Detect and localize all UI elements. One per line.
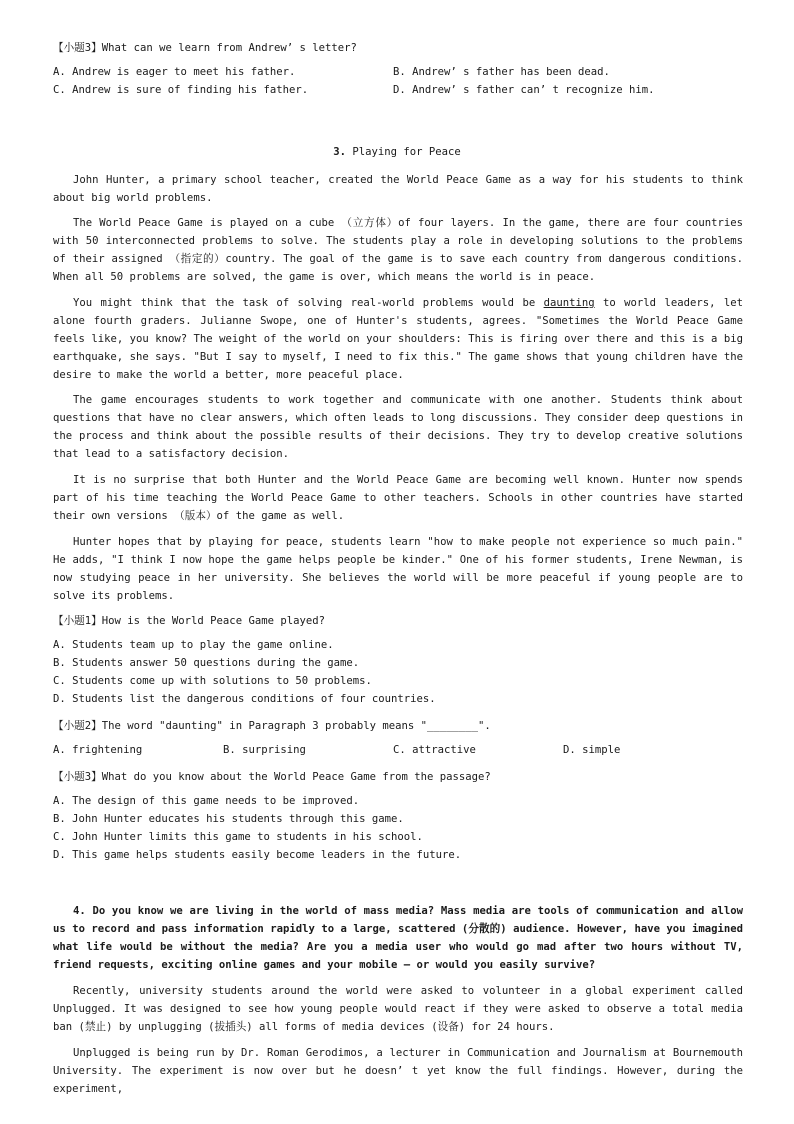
- passage3-paragraph-2: The World Peace Game is played on a cube （立方体）of four layers. In the game, there are four countries with 50 interconnected problems to solve. The students play a role in developing solutions to the problems of their assigned （指定的）country. The goal of the game is to save each country from dangerous conditions. When all 50 problems are solved, the game is over, which means the world is in peace.: [53, 217, 743, 283]
- passage3-paragraph-6: Hunter hopes that by playing for peace, students learn "how to make people not experience so much pain." He adds, "I think I now hope the game helps people be kinder." One of his former students, Irene Newman, is now studying peace in her university. She believes the world will be more peaceful if young people are to solve its problems.: [53, 536, 743, 602]
- q1-stem: 【小题1】How is the World Peace Game played?: [53, 615, 325, 627]
- passage4-intro: 4. Do you know we are living in the world of mass media? Mass media are tools of communication and allow us to record and pass information rapidly to a large, scattered (分散的) audience. However, have you imagined what life would be without the media? Are you a media user who would go mad after two hours without TV, friend requests, exciting online games and your mobile — or would you easily survive?: [53, 905, 743, 971]
- q1-option-b: B. Students answer 50 questions during the game.: [53, 657, 360, 669]
- passage3-paragraph-3: [53, 294, 743, 384]
- passage3-paragraph-1: John Hunter, a primary school teacher, created the World Peace Game as a way for his students to think about big world problems.: [53, 174, 743, 204]
- passage3-paragraph-4: The game encourages students to work together and communicate with one another. Students think about questions that have no clear answers, which often leads to long discussions. They consider deep questions in the process and think about the possible results of their decisions. They try to develop creative solutions that lead to a satisfactory decision.: [53, 394, 743, 460]
- q2-option-b: B. surprising: [223, 744, 306, 756]
- passage3-title-text: Playing for Peace: [345, 146, 461, 158]
- p3-text-b: to world leaders, let alone fourth graders. Julianne Swope, one of Hunter's students, agrees. "Sometimes the World Peace Game feels like, you know? The weight of the world on your shoulders: This is firing over there and this is a big earthquake, she says. "But I say to myself, I need to fix this." The game shows that young children have the desire to make the world a better, more peaceful place.: [53, 297, 743, 381]
- q3-option-a: A. The design of this game needs to be improved.: [53, 795, 360, 807]
- passage4-paragraph-2: Unplugged is being run by Dr. Roman Gerodimos, a lecturer in Communication and Journalism at Bournemouth University. The experiment is now over but he doesn’ t yet know the full findings. However, during the experiment,: [53, 1047, 743, 1095]
- q3-option-c: C. John Hunter limits this game to students in his school.: [53, 831, 423, 843]
- prev-q3-option-b: B. Andrew’ s father has been dead.: [393, 66, 610, 78]
- passage4-paragraph-1: Recently, university students around the world were asked to volunteer in a global experiment called Unplugged. It was designed to see how young people would react if they were asked to observe a total media ban (禁止) by unplugging (拔插头) all forms of media devices (设备) for 24 hours.: [53, 985, 743, 1033]
- q2-option-d: D. simple: [563, 744, 621, 756]
- q2-option-a: A. frightening: [53, 744, 143, 756]
- q2-option-c: C. attractive: [393, 744, 476, 756]
- q3-stem: 【小题3】What do you know about the World Peace Game from the passage?: [53, 771, 491, 783]
- q1-option-c: C. Students come up with solutions to 50 problems.: [53, 675, 372, 687]
- q3-option-d: D. This game helps students easily become leaders in the future.: [53, 849, 462, 861]
- q1-option-a: A. Students team up to play the game online.: [53, 639, 334, 651]
- q1-option-d: D. Students list the dangerous conditions of four countries.: [53, 693, 436, 705]
- passage3-number: 3.: [333, 146, 346, 158]
- p3-text-a: You might think that the task of solving real-world problems would be: [73, 297, 544, 309]
- prev-q3-option-c: C. Andrew is sure of finding his father.: [53, 84, 309, 96]
- daunting-underlined: daunting: [543, 297, 595, 309]
- q3-option-b: B. John Hunter educates his students through this game.: [53, 813, 404, 825]
- passage3-paragraph-5: It is no surprise that both Hunter and the World Peace Game are becoming well known. Hunter now spends part of his time teaching the World Peace Game to other teachers. Schools in other countries have started their own versions （版本）of the game as well.: [53, 474, 743, 522]
- prev-q3-option-d: D. Andrew’ s father can’ t recognize him.: [393, 84, 655, 96]
- q2-stem: 【小题2】The word "daunting" in Paragraph 3 probably means "________".: [53, 720, 491, 732]
- prev-q3-stem: 【小题3】What can we learn from Andrew’ s letter?: [53, 42, 357, 54]
- prev-q3-option-a: A. Andrew is eager to meet his father.: [53, 66, 296, 78]
- passage3-title: [0, 146, 794, 158]
